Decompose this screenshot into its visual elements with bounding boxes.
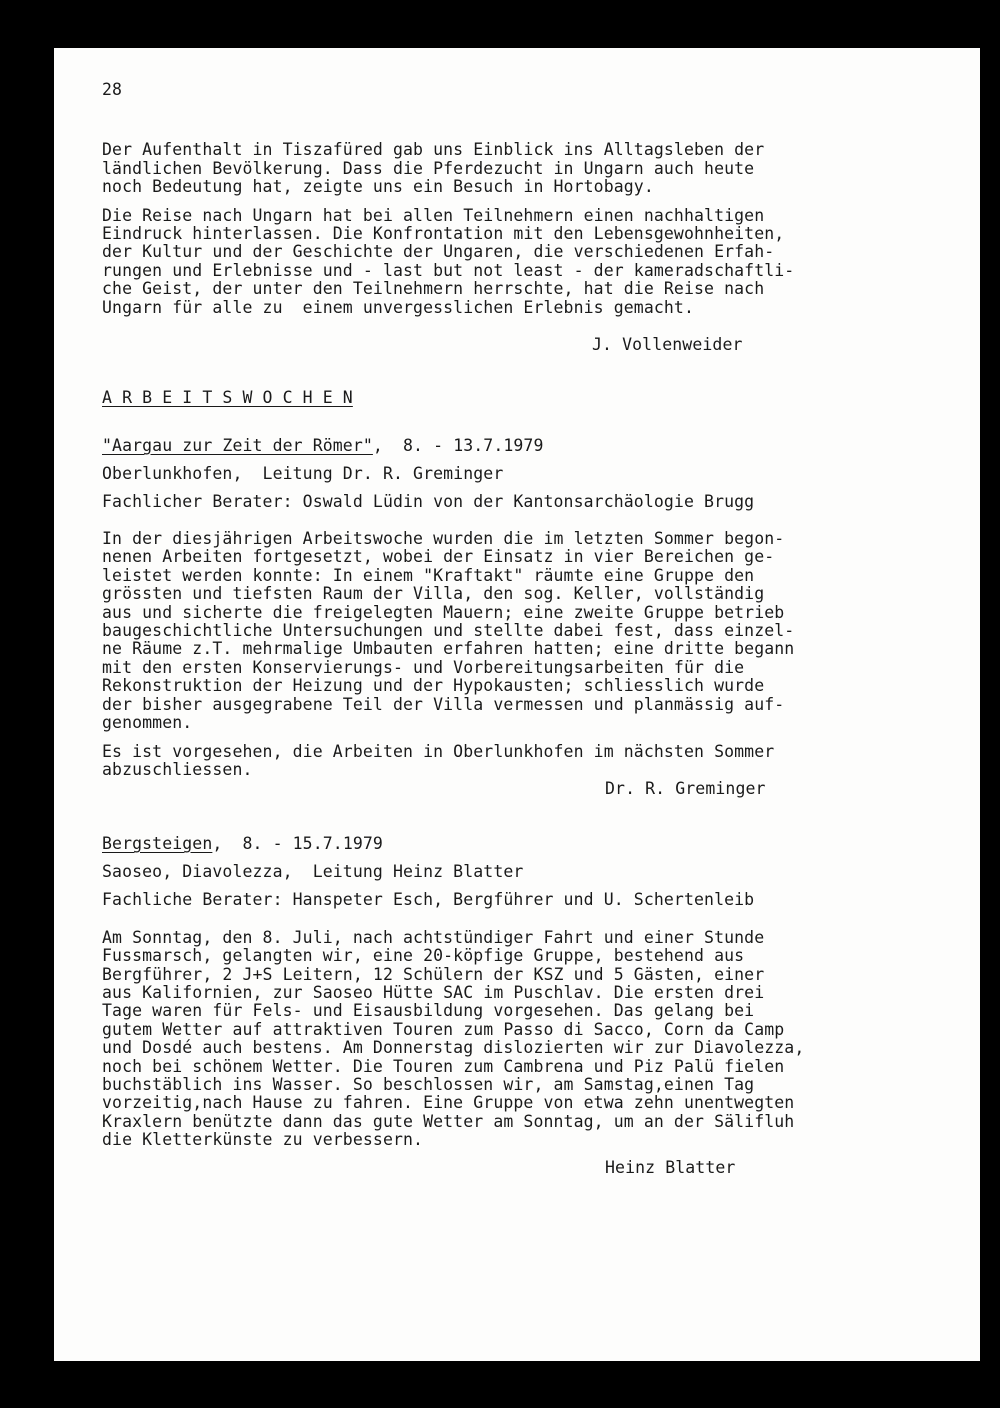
text-line: Es ist vorgesehen, die Arbeiten in Oberlunkhofen im nächsten Sommer bbox=[102, 742, 775, 761]
text-line: vorzeitig,nach Hause zu fahren. Eine Gruppe von etwa zehn unentwegten bbox=[102, 1093, 795, 1112]
text-line: der Kultur und der Geschichte der Ungaren, die verschiedenen Erfah- bbox=[102, 242, 775, 261]
text-line: aus und sicherte die freigelegten Mauern; eine zweite Gruppe betrieb bbox=[102, 603, 785, 622]
week-2-advisor: Fachliche Berater: Hanspeter Esch, Bergführer und U. Schertenleib bbox=[102, 890, 755, 909]
week-2-location: Saoseo, Diavolezza, Leitung Heinz Blatter bbox=[102, 862, 524, 881]
text-line: abzuschliessen. bbox=[102, 760, 253, 779]
text-line: Fussmarsch, gelangten wir, eine 20-köpfige Gruppe, bestehend aus bbox=[102, 946, 745, 965]
text-line: ländlichen Bevölkerung. Dass die Pferdezucht in Ungarn auch heute bbox=[102, 159, 755, 178]
text-line: baugeschichtliche Untersuchungen und stellte dabei fest, dass einzel- bbox=[102, 621, 795, 640]
text-line: genommen. bbox=[102, 713, 193, 732]
text-line: Eindruck hinterlassen. Die Konfrontation mit den Lebensgewohnheiten, bbox=[102, 224, 785, 243]
week-2-date: , 8. - 15.7.1979 bbox=[212, 834, 383, 853]
text-line: mit den ersten Konservierungs- und Vorbereitungsarbeiten für die bbox=[102, 658, 745, 677]
text-line: der bisher ausgegrabene Teil der Villa vermessen und planmässig auf- bbox=[102, 695, 785, 714]
text-line: ne Räume z.T. mehrmalige Umbauten erfahren hatten; eine dritte begann bbox=[102, 639, 795, 658]
text-line: grössten und tiefsten Raum der Villa, den sog. Keller, vollständig bbox=[102, 584, 765, 603]
week-1-signature: Dr. R. Greminger bbox=[605, 779, 766, 798]
section-heading: A R B E I T S W O C H E N bbox=[102, 388, 353, 407]
text-line: leistet werden konnte: In einem "Kraftakt" räumte eine Gruppe den bbox=[102, 566, 755, 585]
week-1-advisor: Fachlicher Berater: Oswald Lüdin von der Kantonsarchäologie Brugg bbox=[102, 492, 755, 511]
text-line: In der diesjährigen Arbeitswoche wurden die im letzten Sommer begon- bbox=[102, 529, 785, 548]
text-line: noch bei schönem Wetter. Die Touren zum Cambrena und Piz Palü fielen bbox=[102, 1057, 785, 1076]
text-line: Die Reise nach Ungarn hat bei allen Teilnehmern einen nachhaltigen bbox=[102, 206, 765, 225]
text-line: rungen und Erlebnisse und - last but not least - der kameradschaftli- bbox=[102, 261, 795, 280]
week-2-title: Bergsteigen bbox=[102, 834, 213, 853]
text-line: gutem Wetter auf attraktiven Touren zum Passo di Sacco, Corn da Camp bbox=[102, 1020, 785, 1039]
intro-signature: J. Vollenweider bbox=[592, 335, 743, 354]
week-1-date: , 8. - 13.7.1979 bbox=[372, 436, 544, 455]
document-page bbox=[54, 48, 980, 1361]
text-line: Rekonstruktion der Heizung und der Hypokausten; schliesslich wurde bbox=[102, 676, 765, 695]
text-line: buchstäblich ins Wasser. So beschlossen wir, am Samstag,einen Tag bbox=[102, 1075, 755, 1094]
text-line: Der Aufenthalt in Tiszafüred gab uns Einblick ins Alltagsleben der bbox=[102, 140, 765, 159]
text-line: die Kletterkünste zu verbessern. bbox=[102, 1130, 424, 1149]
text-line: noch Bedeutung hat, zeigte uns ein Besuch in Hortobagy. bbox=[102, 177, 654, 196]
text-line: Bergführer, 2 J+S Leitern, 12 Schülern der KSZ und 5 Gästen, einer bbox=[102, 965, 765, 984]
page-number: 28 bbox=[102, 80, 123, 99]
week-1-location: Oberlunkhofen, Leitung Dr. R. Greminger bbox=[102, 464, 504, 483]
text-line: Kraxlern benützte dann das gute Wetter am Sonntag, um an der Sälifluh bbox=[102, 1112, 795, 1131]
week-2-signature: Heinz Blatter bbox=[605, 1158, 736, 1177]
text-line: che Geist, der unter den Teilnehmern herrschte, hat die Reise nach bbox=[102, 279, 765, 298]
text-line: Ungarn für alle zu einem unvergesslichen Erlebnis gemacht. bbox=[102, 298, 694, 317]
week-1-title: "Aargau zur Zeit der Römer" bbox=[102, 436, 373, 455]
text-line: und Dosdé auch bestens. Am Donnerstag dislozierten wir zur Diavolezza, bbox=[102, 1038, 805, 1057]
text-line: Tage waren für Fels- und Eisausbildung vorgesehen. Das gelang bei bbox=[102, 1001, 755, 1020]
text-line: Am Sonntag, den 8. Juli, nach achtstündiger Fahrt und einer Stunde bbox=[102, 928, 765, 947]
text-line: aus Kalifornien, zur Saoseo Hütte SAC im Puschlav. Die ersten drei bbox=[102, 983, 765, 1002]
text-line: nenen Arbeiten fortgesetzt, wobei der Einsatz in vier Bereichen ge- bbox=[102, 547, 775, 566]
